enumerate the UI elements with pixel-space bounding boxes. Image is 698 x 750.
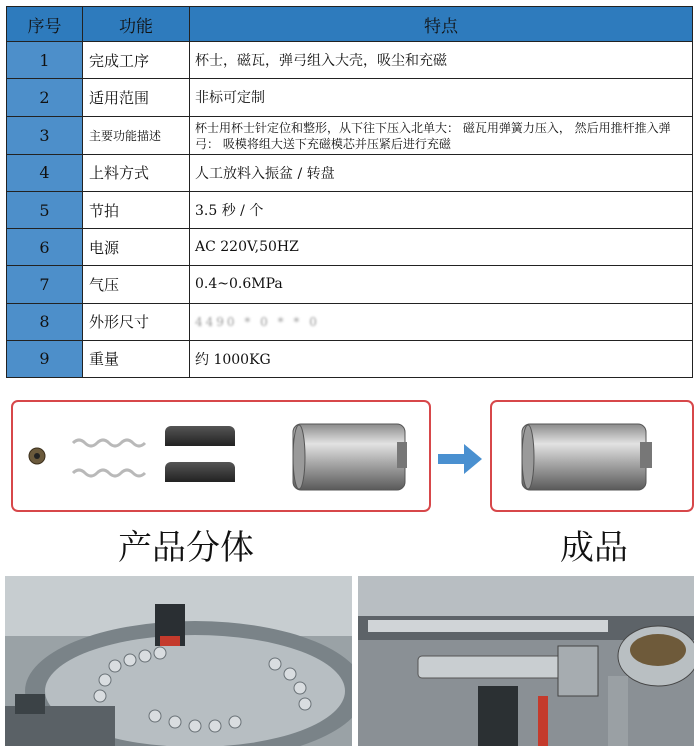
right-arrow-icon	[438, 444, 482, 474]
row-number: 6	[7, 229, 83, 266]
row-feature: 杯士，磁瓦，弹弓组入大壳，吸尘和充磁	[190, 42, 693, 79]
magnet-parts	[165, 426, 235, 482]
header-function: 功能	[83, 7, 190, 42]
row-function: 重量	[83, 340, 190, 377]
bushing-part	[29, 448, 45, 464]
row-feature: 约 1000KG	[190, 340, 693, 377]
table-row	[7, 191, 693, 228]
row-number: 7	[7, 266, 83, 303]
row-function: 节拍	[83, 191, 190, 228]
row-feature: 3.5 秒 / 个	[190, 191, 693, 228]
row-function: 电源	[83, 229, 190, 266]
table-header-row	[7, 7, 693, 42]
row-function: 外形尺寸	[83, 303, 190, 340]
header-number: 序号	[7, 7, 83, 42]
row-number: 2	[7, 79, 83, 116]
row-feature: AC 220V,50HZ	[190, 229, 693, 266]
row-function: 上料方式	[83, 154, 190, 191]
row-number: 8	[7, 303, 83, 340]
row-function: 主要功能描述	[83, 116, 190, 154]
table-row	[7, 79, 693, 116]
table-row	[7, 116, 693, 154]
table-row	[7, 229, 693, 266]
row-number: 1	[7, 42, 83, 79]
housing-part	[293, 424, 407, 490]
table-row	[7, 340, 693, 377]
row-feature: 0.4~0.6MPa	[190, 266, 693, 303]
spec-table	[6, 6, 693, 378]
finished-frame	[490, 400, 694, 512]
finished-caption: 成品	[560, 528, 628, 568]
row-number: 4	[7, 154, 83, 191]
row-feature: 4490 * 0 * * 0	[190, 303, 693, 340]
row-number: 9	[7, 340, 83, 377]
table-row	[7, 303, 693, 340]
row-number: 5	[7, 191, 83, 228]
finished-product-illustration	[492, 402, 692, 510]
table-row	[7, 42, 693, 79]
row-feature: 杯士用杯士针定位和整形，从下往下压入北单大： 磁瓦用弹簧力压入， 然后用推杆推入弹弓： 吸模将组大送下充磁模芯并压紧后进行充磁	[190, 116, 693, 154]
machine-photo-assembly	[358, 576, 694, 746]
row-number: 3	[7, 116, 83, 154]
parts-frame	[11, 400, 431, 512]
table-row	[7, 154, 693, 191]
row-feature: 非标可定制	[190, 79, 693, 116]
header-feature: 特点	[190, 7, 693, 42]
parts-illustration	[13, 402, 429, 510]
table-row	[7, 266, 693, 303]
row-function: 气压	[83, 266, 190, 303]
row-feature: 人工放料入振盆 / 转盘	[190, 154, 693, 191]
row-function: 适用范围	[83, 79, 190, 116]
machine-photo-feeder	[5, 576, 352, 746]
parts-caption: 产品分体	[118, 528, 254, 568]
spring-parts	[73, 440, 145, 476]
row-function: 完成工序	[83, 42, 190, 79]
